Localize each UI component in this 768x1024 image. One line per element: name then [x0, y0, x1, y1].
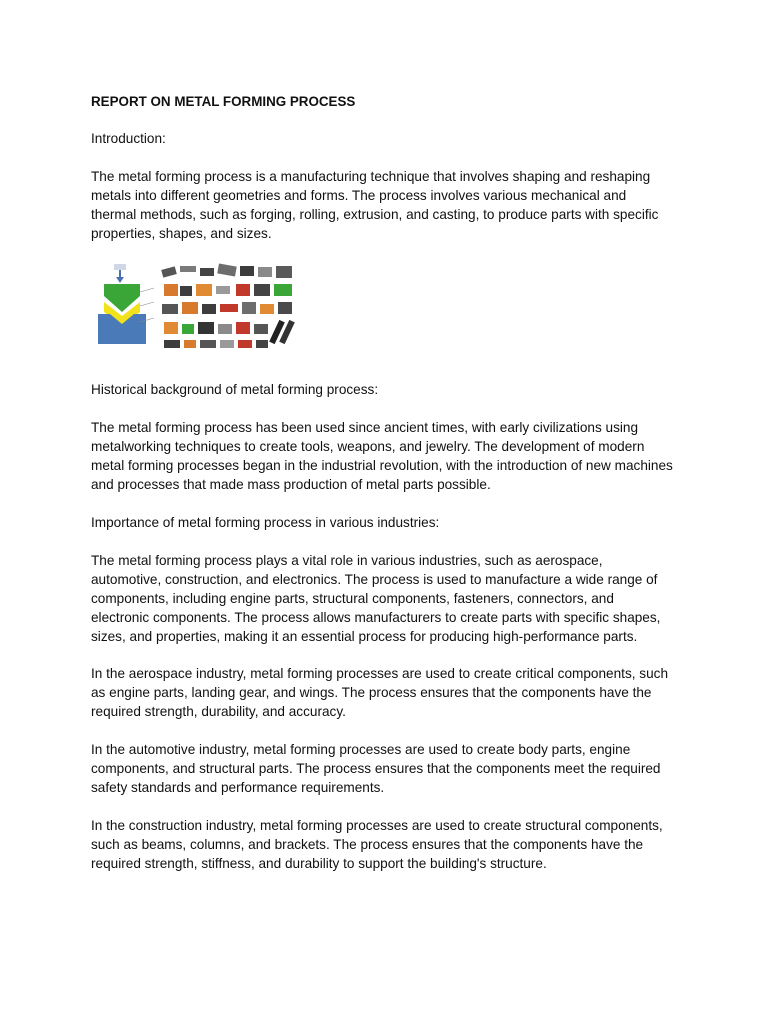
document-title: REPORT ON METAL FORMING PROCESS: [91, 94, 356, 109]
section-heading-historical-background: Historical background of metal forming process:: [91, 382, 379, 398]
metal-forming-diagram-image: [96, 262, 306, 354]
document-body: [91, 93, 691, 893]
section-heading-importance: Importance of metal forming process in various industries:: [91, 514, 440, 530]
section-heading-introduction: Introduction:: [91, 130, 166, 146]
construction-paragraph: In the construction industry, metal forming processes are used to create structural components, such as beams, columns, and brackets. The process ensures that the components have the required strength, stiffness, and durability to support the building's structure.: [91, 817, 663, 871]
introduction-paragraph: The metal forming process is a manufacturing technique that involves shaping and reshaping metals into different geometries and forms. The process involves various mechanical and thermal methods, such as forging, rolling, extrusion, and casting, to produce parts with specific properties, shapes, and sizes.: [91, 168, 659, 241]
metal-forming-illustration: [96, 262, 306, 354]
historical-background-paragraph: The metal forming process has been used since ancient times, with early civilizations using metalworking techniques to create tools, weapons, and jewelry. The development of modern metal forming processes began in the industrial revolution, with the introduction of new machines and processes that made mass production of metal parts possible.: [91, 420, 673, 493]
aerospace-paragraph: In the aerospace industry, metal forming processes are used to create critical components, such as engine parts, landing gear, and wings. The process ensures that the components have the required strength, durability, and accuracy.: [91, 666, 669, 720]
forming-press-diagram: [98, 264, 154, 344]
automotive-paragraph: In the automotive industry, metal forming processes are used to create body parts, engine components, and structural parts. The process ensures that the components meet the required safety standards and performance requirements.: [91, 742, 661, 795]
process-thumbnails: [161, 264, 295, 348]
importance-paragraph: The metal forming process plays a vital role in various industries, such as aerospace, automotive, construction, and electronics. The process is used to manufacture a wide range of components, including engine parts, structural components, fasteners, connectors, and electronic components. The process allows manufacturers to create parts with specific shapes, sizes, and properties, making it an essential process for producing high-performance parts.: [91, 552, 661, 644]
